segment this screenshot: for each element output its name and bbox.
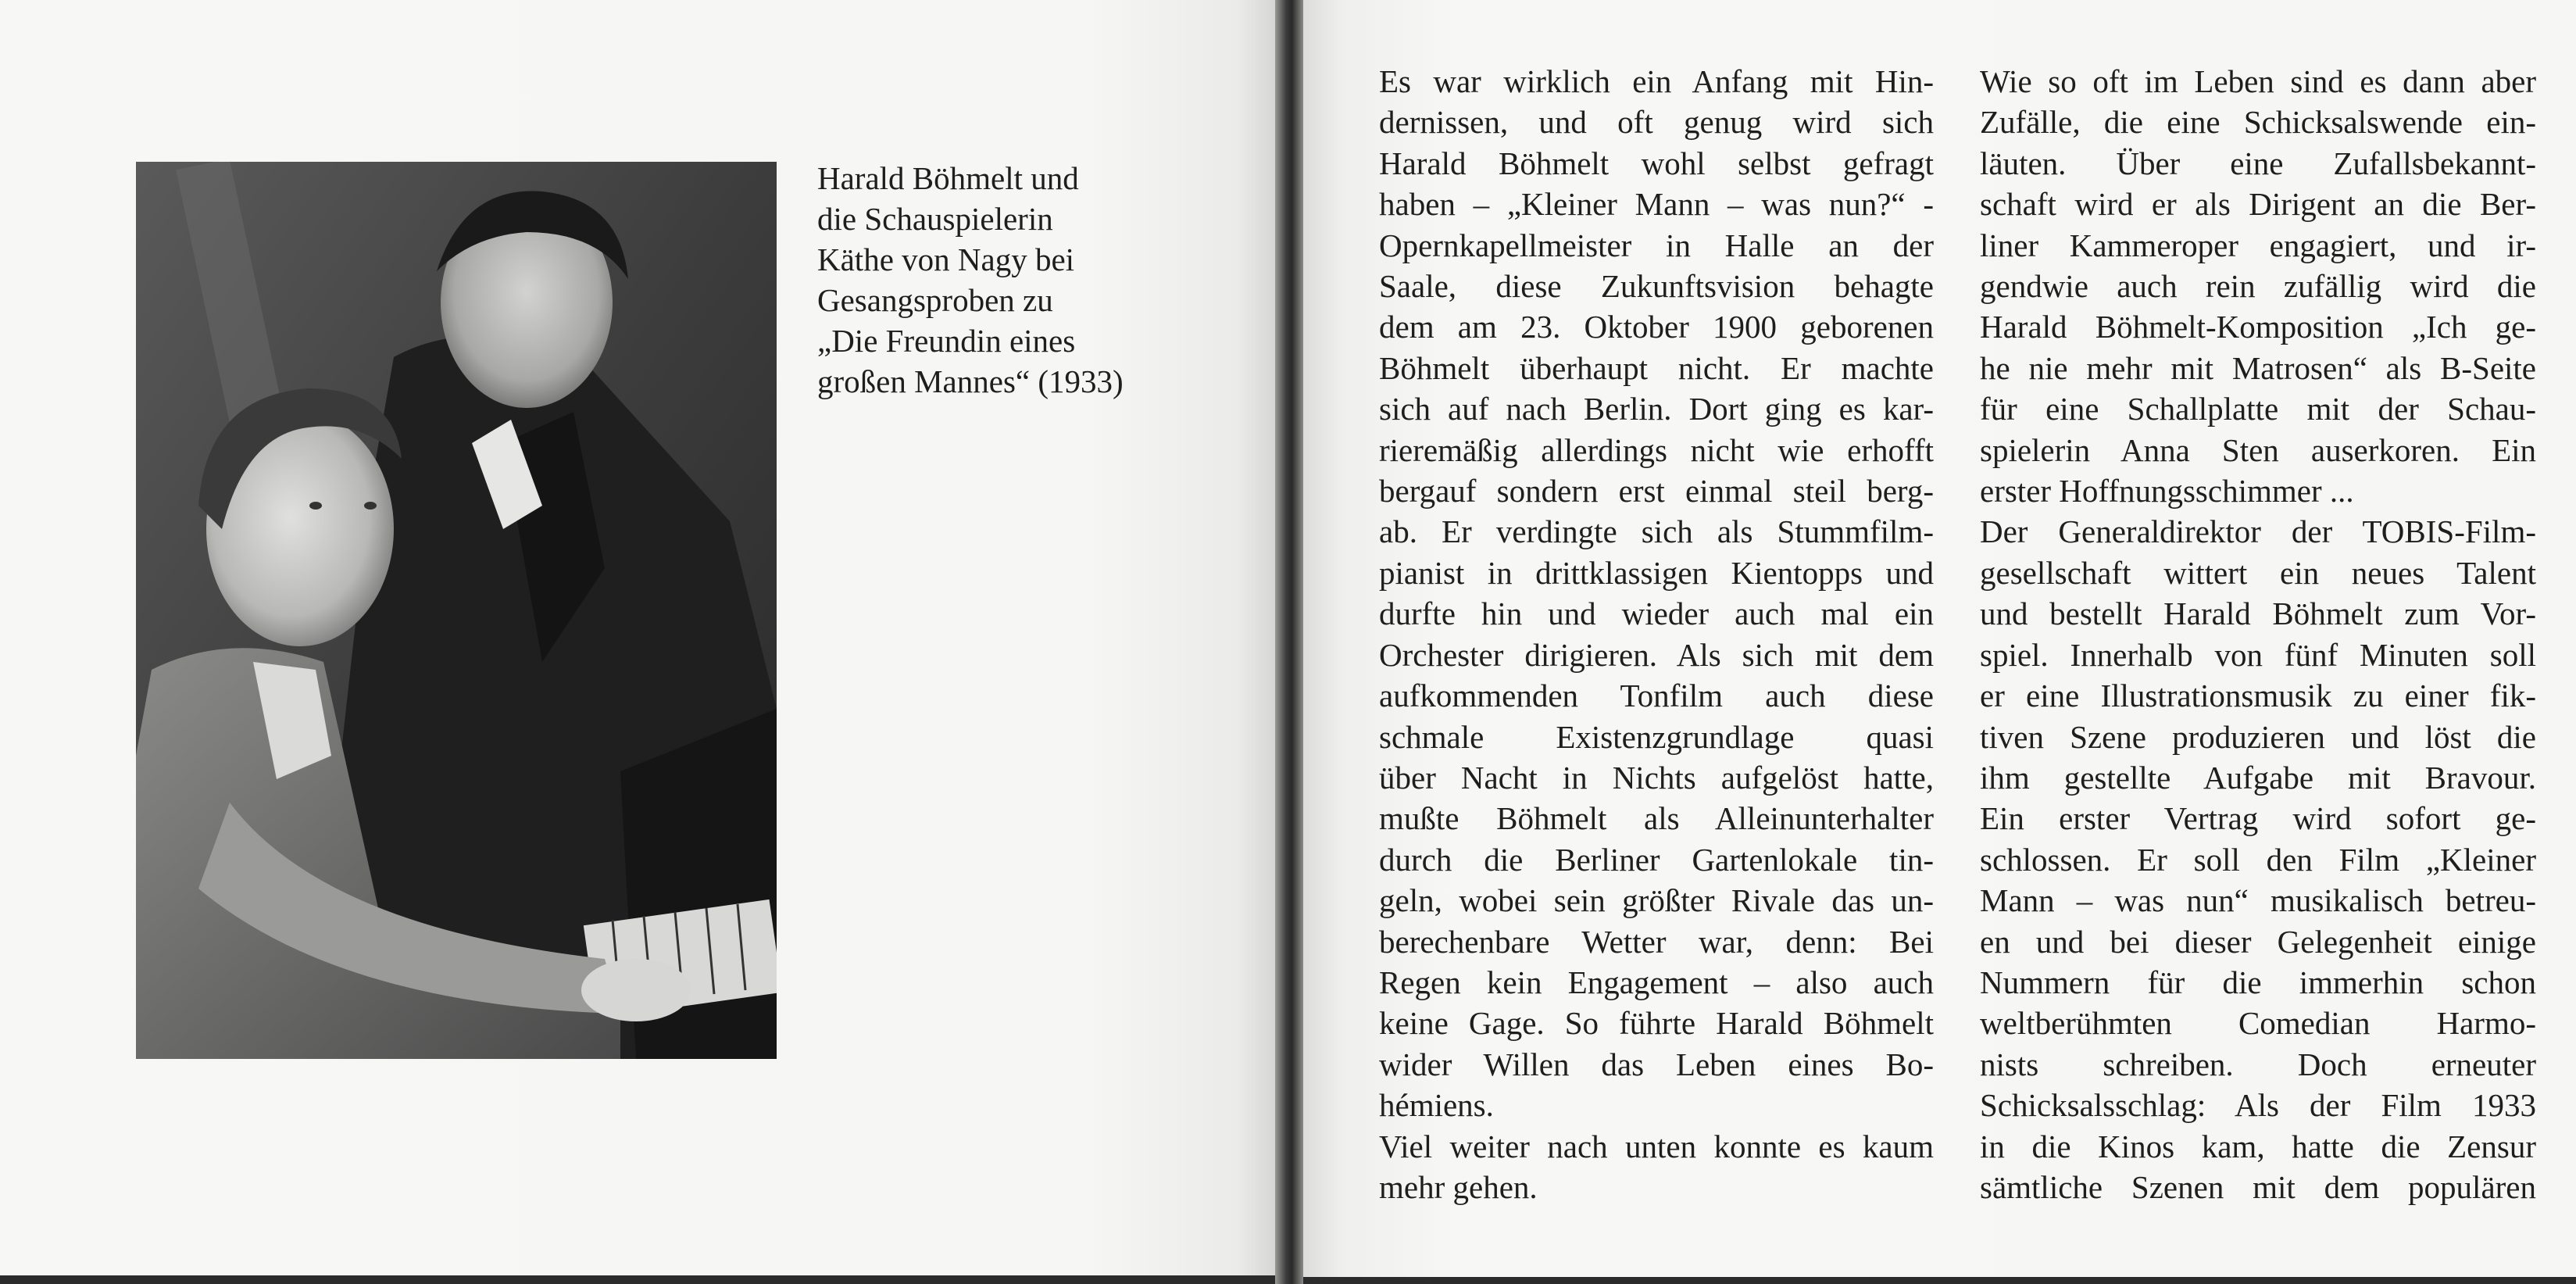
text-line: schmale Existenzgrundlage quasi bbox=[1379, 718, 1934, 755]
text-line: in die Kinos kam, hatte die Zensur bbox=[1980, 1128, 2536, 1164]
text-line: nists schreiben. Doch erneuter bbox=[1980, 1046, 2536, 1082]
text-line: pianist in drittklassigen Kientopps und bbox=[1379, 554, 1934, 591]
text-line: weltberühmten Comedian Harmo- bbox=[1980, 1005, 2536, 1042]
text-line: mehr gehen. bbox=[1379, 1168, 1538, 1205]
left-page bbox=[0, 0, 1275, 1275]
text-line: Orchester dirigieren. Als sich mit dem bbox=[1379, 636, 1934, 673]
text-line: gesellschaft wittert ein neues Talent bbox=[1980, 554, 2536, 591]
text-line: Zufälle, die eine Schicksalswende ein- bbox=[1980, 104, 2536, 141]
photo-image-icon bbox=[136, 162, 777, 1059]
text-line: Mann – was nun“ musikalisch betreu- bbox=[1980, 882, 2536, 919]
text-line: bergauf sondern erst einmal steil berg- bbox=[1379, 473, 1934, 510]
text-column-1 bbox=[1379, 61, 1934, 1207]
text-line: durfte hin und wieder auch mal ein bbox=[1379, 596, 1934, 632]
text-line: dem am 23. Oktober 1900 geborenen bbox=[1379, 309, 1934, 345]
text-line: Viel weiter nach unten konnte es kaum bbox=[1379, 1128, 1934, 1164]
text-line: keine Gage. So führte Harald Böhmelt bbox=[1379, 1005, 1934, 1042]
text-line: Es war wirklich ein Anfang mit Hin- bbox=[1379, 63, 1934, 99]
text-line: spiel. Innerhalb von fünf Minuten soll bbox=[1980, 636, 2536, 673]
text-line: hémiens. bbox=[1379, 1087, 1494, 1124]
text-line: er eine Illustrationsmusik zu einer fik- bbox=[1980, 678, 2536, 714]
text-line: schlossen. Er soll den Film „Kleiner bbox=[1980, 841, 2536, 878]
text-column-2 bbox=[1980, 61, 2536, 1207]
caption-line: Käthe von Nagy bei bbox=[817, 241, 1075, 277]
text-line: geln, wobei sein größter Rivale das un- bbox=[1379, 882, 1934, 919]
text-line: Schicksalsschlag: Als der Film 1933 bbox=[1980, 1087, 2536, 1124]
text-line: Der Generaldirektor der TOBIS-Film- bbox=[1980, 513, 2536, 550]
text-line: sämtliche Szenen mit dem populären bbox=[1980, 1168, 2536, 1205]
text-line: Harald Böhmelt wohl selbst gefragt bbox=[1379, 145, 1934, 181]
caption-line: die Schauspielerin bbox=[817, 201, 1053, 237]
text-line: Regen kein Engagement – also auch bbox=[1379, 964, 1934, 1000]
text-line: Opernkapellmeister in Halle an der bbox=[1379, 227, 1934, 263]
text-line: haben – „Kleiner Mann – was nun?“ - bbox=[1379, 186, 1934, 223]
text-line: tiven Szene produzieren und löst die bbox=[1980, 718, 2536, 755]
text-line: wider Willen das Leben eines Bo- bbox=[1379, 1046, 1934, 1082]
caption-line: „Die Freundin eines bbox=[817, 323, 1076, 359]
text-line: Harald Böhmelt-Komposition „Ich ge- bbox=[1980, 309, 2536, 345]
text-line: en und bei dieser Gelegenheit einige bbox=[1980, 923, 2536, 960]
text-line: schaft wird er als Dirigent an die Ber- bbox=[1980, 186, 2536, 223]
text-line: ihm gestellte Aufgabe mit Bravour. bbox=[1980, 759, 2536, 796]
text-line: Wie so oft im Leben sind es dann aber bbox=[1980, 63, 2536, 99]
text-line: dernissen, und oft genug wird sich bbox=[1379, 104, 1934, 141]
caption-line: Harald Böhmelt und bbox=[817, 160, 1079, 196]
text-line: Ein erster Vertrag wird sofort ge- bbox=[1980, 800, 2536, 837]
photo-two-people-at-piano bbox=[136, 162, 777, 1059]
text-line: gendwie auch rein zufällig wird die bbox=[1980, 268, 2536, 305]
text-line: he nie mehr mit Matrosen“ als B-Seite bbox=[1980, 349, 2536, 386]
text-line: mußte Böhmelt als Alleinunterhalter bbox=[1379, 800, 1934, 837]
book-gutter bbox=[1275, 0, 1303, 1284]
text-line: spielerin Anna Sten auserkoren. Ein bbox=[1980, 431, 2536, 468]
text-line: rieremäßig allerdings nicht wie erhofft bbox=[1379, 431, 1934, 468]
caption-line: großen Mannes“ (1933) bbox=[817, 363, 1124, 399]
text-line: über Nacht in Nichts aufgelöst hatte, bbox=[1379, 759, 1934, 796]
photo-caption bbox=[817, 158, 1224, 402]
text-line: Saale, diese Zukunftsvision behagte bbox=[1379, 268, 1934, 305]
text-line: läuten. Über eine Zufallsbekannt- bbox=[1980, 145, 2536, 181]
caption-line: Gesangsproben zu bbox=[817, 282, 1053, 318]
text-line: sich auf nach Berlin. Dort ging es kar- bbox=[1379, 391, 1934, 427]
text-line: für eine Schallplatte mit der Schau- bbox=[1980, 391, 2536, 427]
text-line: durch die Berliner Gartenlokale tin- bbox=[1379, 841, 1934, 878]
text-line: erster Hoffnungsschimmer ... bbox=[1980, 473, 2354, 510]
text-line: Böhmelt überhaupt nicht. Er machte bbox=[1379, 349, 1934, 386]
text-line: berechenbare Wetter war, denn: Bei bbox=[1379, 923, 1934, 960]
text-line: ab. Er verdingte sich als Stummfilm- bbox=[1379, 513, 1934, 550]
text-line: Nummern für die immerhin schon bbox=[1980, 964, 2536, 1000]
text-line: und bestellt Harald Böhmelt zum Vor- bbox=[1980, 596, 2536, 632]
text-line: aufkommenden Tonfilm auch diese bbox=[1379, 678, 1934, 714]
text-line: liner Kammeroper engagiert, und ir- bbox=[1980, 227, 2536, 263]
